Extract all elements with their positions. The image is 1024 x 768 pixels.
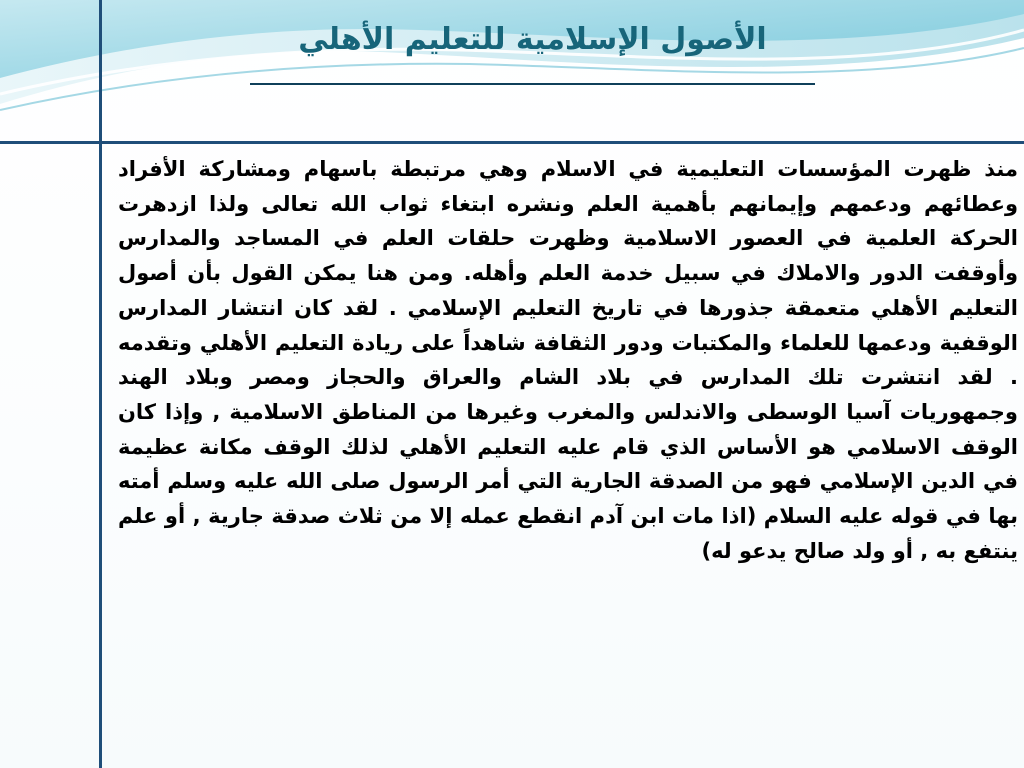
slide-title: الأصول الإسلامية للتعليم الأهلي	[298, 22, 767, 57]
slide-body-text: منذ ظهرت المؤسسات التعليمية في الاسلام وهي مرتبطة باسهام ومشاركة الأفراد وعطائهم ودعمهم وإيمانهم بأهمية العلم ونشره ابتغاء ثواب الله تعالى ولذا ازدهرت الحركة العلمية في العصور الاسلامية وظهرت حلقات العلم في المساجد والمدارس وأوقفت الدور والاملاك في سبيل خدمة العلم وأهله. ومن هنا يمكن القول بأن أصول التعليم الأهلي متعمقة جذورها في تاريخ التعليم الإسلامي . لقد كان انتشار المدارس الوقفية ودعمها للعلماء والمكتبات ودور الثقافة شاهداً على ريادة التعليم الأهلي وتقدمه . لقد انتشرت تلك المدارس في بلاد الشام والعراق والحجاز ومصر وبلاد الهند وجمهوريات آسيا الوسطى والاندلس والمغرب وغيرها من المناطق الاسلامية , وإذا كان الوقف الاسلامي هو الأساس الذي قام عليه التعليم الأهلي لذلك الوقف مكانة عظيمة في الدين الإسلامي فهو من الصدقة الجارية التي أمر الرسول صلى الله عليه وسلم أمته بها في قوله عليه السلام (اذا مات ابن آدم انقطع عمله إلا من ثلاث صدقة جارية , أو علم ينتفع به , أو ولد صالح يدعو له)	[118, 157, 1018, 563]
horizontal-divider-line	[0, 141, 1024, 144]
vertical-divider-line	[99, 0, 102, 768]
title-underline	[250, 83, 815, 85]
